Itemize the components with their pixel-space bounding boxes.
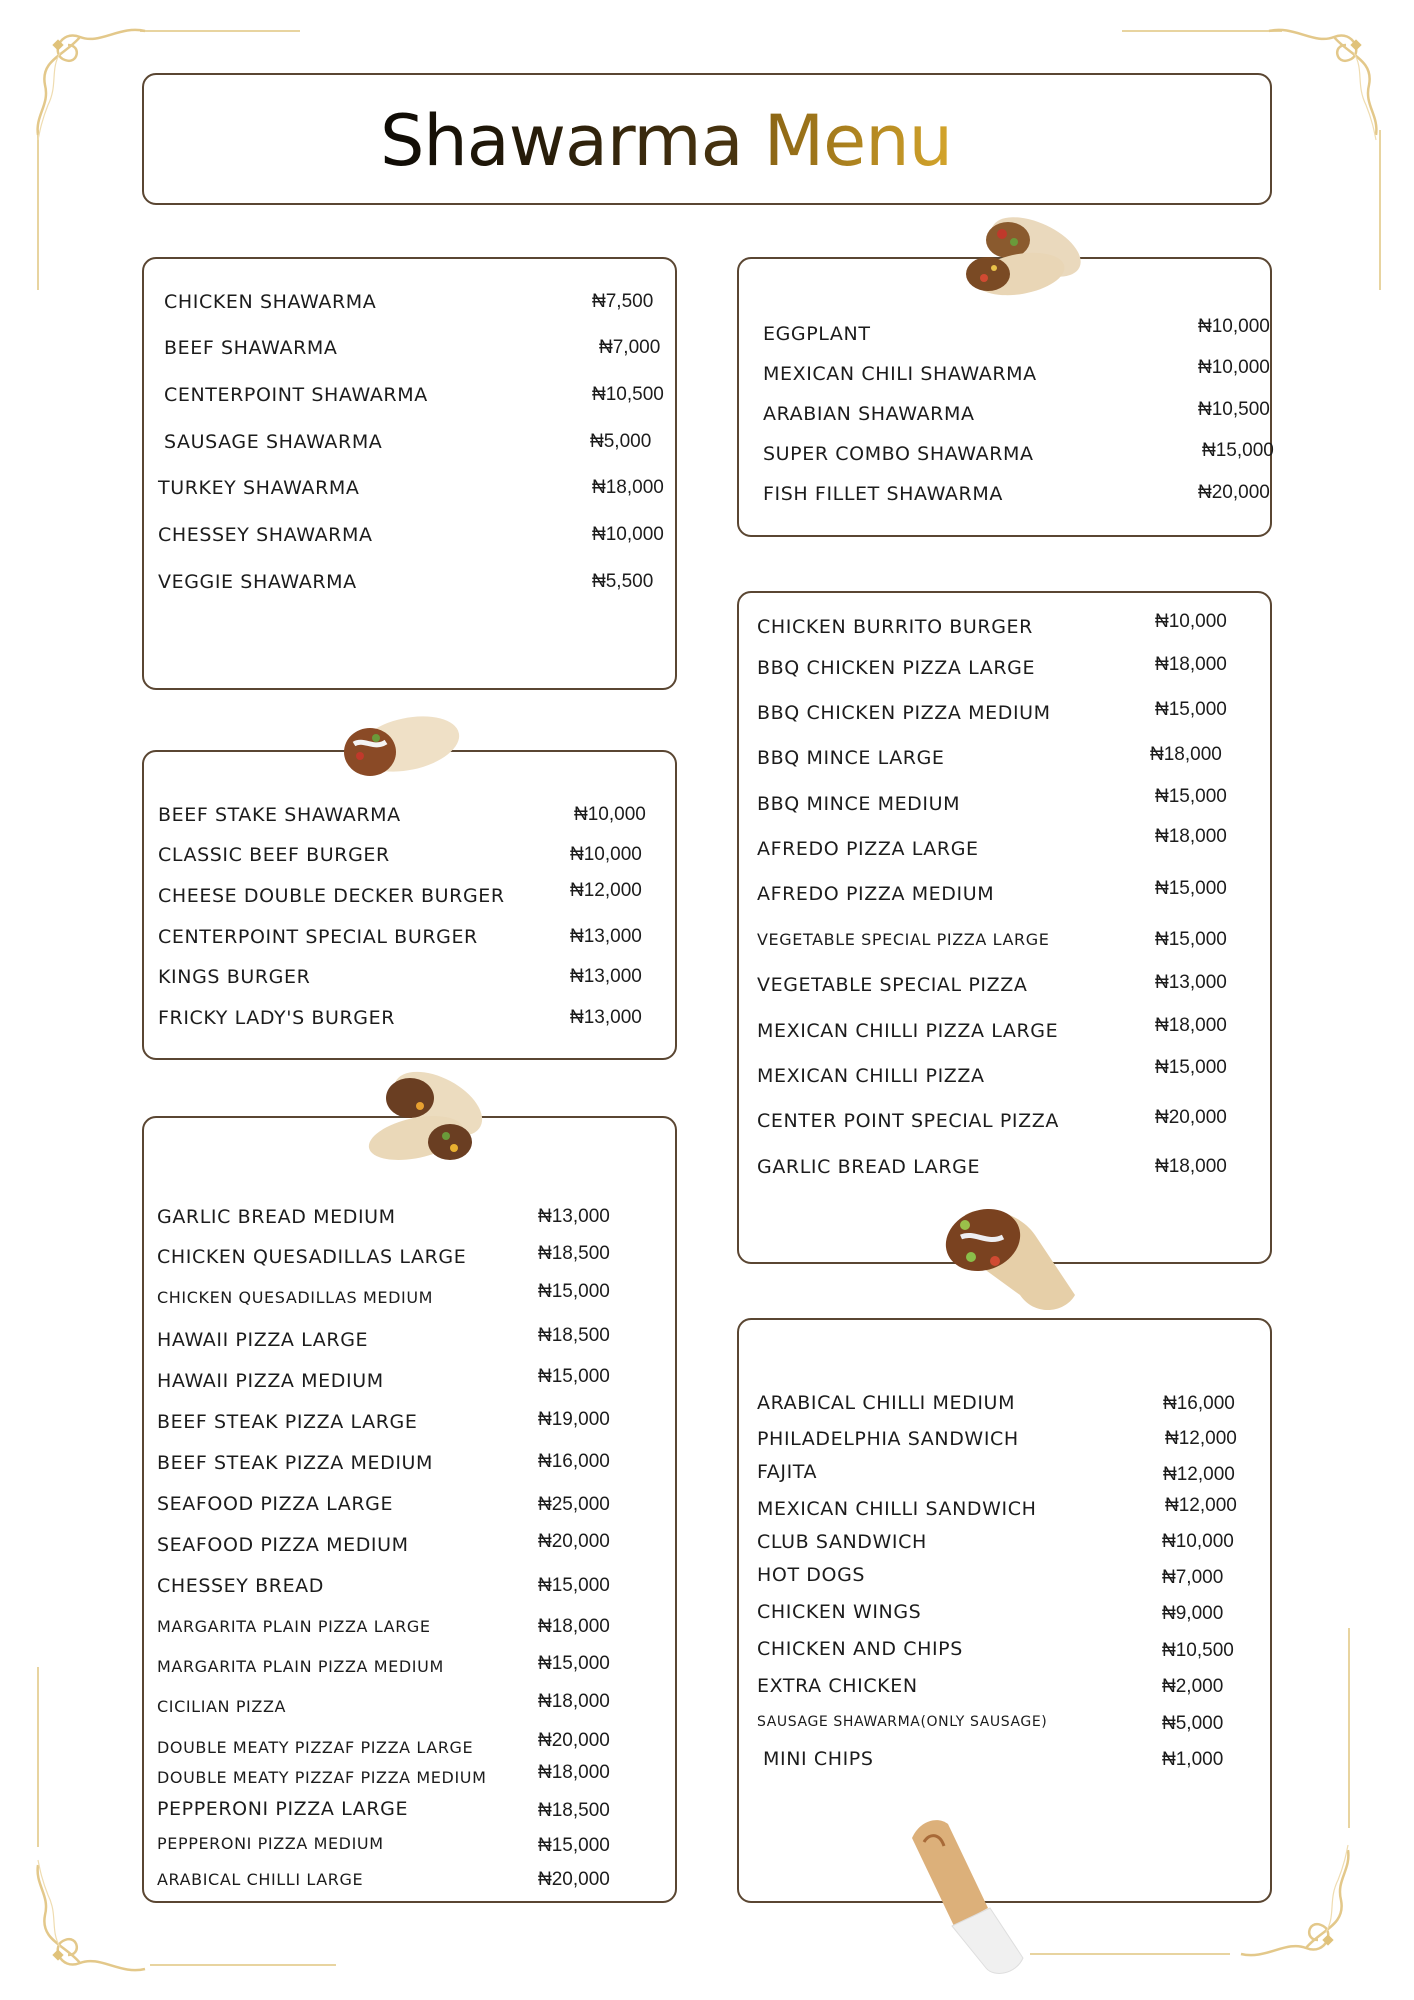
menu-item-name: CICILIAN PIZZA	[157, 1697, 287, 1716]
menu-item-price: ₦20,000	[538, 1730, 610, 1751]
menu-item-price: ₦18,000	[1155, 1015, 1227, 1036]
page-title	[380, 97, 952, 185]
menu-item-name: VEGETABLE SPECIAL PIZZA	[757, 974, 1028, 996]
menu-item-name: PEPPERONI PIZZA LARGE	[157, 1798, 409, 1820]
title-word-shawarma: Shawarma	[380, 100, 743, 182]
menu-item-name: BEEF STEAK PIZZA MEDIUM	[157, 1452, 434, 1474]
menu-item-price: ₦7,000	[599, 337, 661, 358]
menu-item-name: SEAFOOD PIZZA MEDIUM	[157, 1534, 409, 1556]
menu-item-price: ₦10,000	[592, 524, 664, 545]
menu-item-name: FAJITA	[757, 1461, 818, 1483]
menu-item-name: CHESSEY SHAWARMA	[158, 524, 373, 546]
menu-item-price: ₦13,000	[1155, 972, 1227, 993]
menu-item-name: MEXICAN CHILLI PIZZA	[757, 1065, 985, 1087]
menu-item-price: ₦10,000	[1162, 1531, 1234, 1552]
menu-item-price: ₦2,000	[1162, 1676, 1224, 1697]
menu-item-name: MEXICAN CHILLI SANDWICH	[757, 1498, 1037, 1520]
menu-item-name: FISH FILLET SHAWARMA	[763, 483, 1003, 505]
menu-item-name: MEXICAN CHILI SHAWARMA	[763, 363, 1037, 385]
menu-item-price: ₦5,000	[590, 431, 652, 452]
menu-item-price: ₦15,000	[538, 1835, 610, 1856]
menu-item-price: ₦13,000	[570, 1007, 642, 1028]
menu-item-price: ₦20,000	[538, 1869, 610, 1890]
menu-item-price: ₦15,000	[538, 1653, 610, 1674]
menu-item-name: PHILADELPHIA SANDWICH	[757, 1428, 1019, 1450]
menu-item-price: ₦20,000	[1198, 482, 1270, 503]
menu-item-name: MARGARITA PLAIN PIZZA MEDIUM	[157, 1657, 444, 1676]
menu-item-price: ₦13,000	[538, 1206, 610, 1227]
menu-item-name: BEEF SHAWARMA	[164, 337, 338, 359]
menu-item-price: ₦5,500	[592, 571, 654, 592]
menu-item-name: CHICKEN WINGS	[757, 1601, 922, 1623]
menu-item-price: ₦13,000	[570, 926, 642, 947]
menu-item-name: CENTER POINT SPECIAL PIZZA	[757, 1110, 1059, 1132]
menu-item-price: ₦18,000	[538, 1762, 610, 1783]
menu-item-name: KINGS BURGER	[158, 966, 311, 988]
menu-item-name: CHICKEN QUESADILLAS LARGE	[157, 1246, 467, 1268]
menu-item-name: DOUBLE MEATY PIZZAF PIZZA LARGE	[157, 1738, 474, 1757]
menu-item-price: ₦7,000	[1162, 1567, 1224, 1588]
menu-item-price: ₦12,000	[570, 880, 642, 901]
menu-item-name: AFREDO PIZZA LARGE	[757, 838, 979, 860]
menu-item-price: ₦9,000	[1162, 1603, 1224, 1624]
menu-item-name: CHICKEN AND CHIPS	[757, 1638, 963, 1660]
menu-item-price: ₦20,000	[538, 1531, 610, 1552]
menu-item-price: ₦15,000	[1155, 878, 1227, 899]
menu-item-name: SUPER COMBO SHAWARMA	[763, 443, 1034, 465]
menu-item-name: CHESSEY BREAD	[157, 1575, 324, 1597]
menu-item-price: ₦1,000	[1162, 1749, 1224, 1770]
title-word-menu: Menu	[763, 100, 952, 182]
menu-item-price: ₦15,000	[1155, 699, 1227, 720]
menu-item-name: CHICKEN SHAWARMA	[164, 291, 377, 313]
menu-item-price: ₦15,000	[538, 1366, 610, 1387]
menu-item-price: ₦20,000	[1155, 1107, 1227, 1128]
menu-item-name: MARGARITA PLAIN PIZZA LARGE	[157, 1617, 431, 1636]
menu-item-name: ARABICAL CHILLI MEDIUM	[757, 1392, 1016, 1414]
menu-item-price: ₦16,000	[1163, 1393, 1235, 1414]
menu-item-name: HOT DOGS	[757, 1564, 866, 1586]
menu-item-name: MINI CHIPS	[763, 1748, 874, 1770]
menu-item-price: ₦12,000	[1165, 1428, 1237, 1449]
menu-item-name: EXTRA CHICKEN	[757, 1675, 918, 1697]
menu-item-price: ₦5,000	[1162, 1713, 1224, 1734]
menu-item-price: ₦10,000	[1198, 357, 1270, 378]
shawarma-wrap-image	[350, 1070, 500, 1170]
menu-item-price: ₦15,000	[1155, 1057, 1227, 1078]
menu-item-name: CLUB SANDWICH	[757, 1531, 927, 1553]
shawarma-wrap-image	[925, 1195, 1085, 1320]
menu-item-name: SAUSAGE SHAWARMA	[164, 431, 383, 453]
menu-item-name: MEXICAN CHILLI PIZZA LARGE	[757, 1020, 1059, 1042]
menu-item-price: ₦18,500	[538, 1243, 610, 1264]
menu-item-price: ₦15,000	[538, 1281, 610, 1302]
menu-item-price: ₦18,000	[538, 1616, 610, 1637]
menu-item-price: ₦15,000	[538, 1575, 610, 1596]
menu-item-name: CENTERPOINT SHAWARMA	[164, 384, 428, 406]
menu-item-price: ₦13,000	[570, 966, 642, 987]
menu-item-price: ₦25,000	[538, 1494, 610, 1515]
menu-item-price: ₦7,500	[592, 291, 654, 312]
menu-item-name: HAWAII PIZZA LARGE	[157, 1329, 369, 1351]
menu-item-name: BBQ MINCE LARGE	[757, 747, 945, 769]
menu-item-name: CENTERPOINT SPECIAL BURGER	[158, 926, 478, 948]
menu-item-name: AFREDO PIZZA MEDIUM	[757, 883, 995, 905]
menu-item-price: ₦18,000	[1150, 744, 1222, 765]
menu-item-price: ₦12,000	[1165, 1495, 1237, 1516]
menu-item-price: ₦12,000	[1163, 1464, 1235, 1485]
menu-item-name: DOUBLE MEATY PIZZAF PIZZA MEDIUM	[157, 1768, 487, 1787]
menu-item-name: GARLIC BREAD MEDIUM	[157, 1206, 396, 1228]
menu-item-name: BEEF STAKE SHAWARMA	[158, 804, 401, 826]
menu-item-price: ₦16,000	[538, 1451, 610, 1472]
menu-item-name: SEAFOOD PIZZA LARGE	[157, 1493, 394, 1515]
menu-item-name: VEGGIE SHAWARMA	[158, 571, 357, 593]
menu-item-name: BBQ CHICKEN PIZZA MEDIUM	[757, 702, 1051, 724]
menu-item-price: ₦15,000	[1155, 929, 1227, 950]
menu-item-name: SAUSAGE SHAWARMA(ONLY SAUSAGE)	[757, 1714, 1048, 1730]
menu-item-price: ₦18,500	[538, 1325, 610, 1346]
menu-item-price: ₦18,000	[592, 477, 664, 498]
menu-item-price: ₦15,000	[1155, 786, 1227, 807]
menu-item-name: CHEESE DOUBLE DECKER BURGER	[158, 885, 505, 907]
shawarma-wrap-image	[908, 1808, 1038, 1978]
shawarma-wrap-image	[958, 212, 1088, 302]
menu-item-price: ₦18,000	[1155, 654, 1227, 675]
menu-item-price: ₦18,500	[538, 1800, 610, 1821]
menu-item-name: BBQ CHICKEN PIZZA LARGE	[757, 657, 1036, 679]
menu-card-shawarma	[142, 257, 677, 690]
menu-item-price: ₦10,500	[592, 384, 664, 405]
menu-item-name: ARABIAN SHAWARMA	[763, 403, 975, 425]
menu-item-name: EGGPLANT	[763, 323, 871, 345]
menu-item-name: CLASSIC BEEF BURGER	[158, 844, 390, 866]
title-box	[142, 73, 1272, 205]
menu-item-name: GARLIC BREAD LARGE	[757, 1156, 981, 1178]
menu-item-name: BBQ MINCE MEDIUM	[757, 793, 961, 815]
menu-item-name: PEPPERONI PIZZA MEDIUM	[157, 1834, 384, 1853]
menu-item-price: ₦10,000	[1155, 611, 1227, 632]
menu-item-name: BEEF STEAK PIZZA LARGE	[157, 1411, 418, 1433]
menu-item-name: CHICKEN BURRITO BURGER	[757, 616, 1033, 638]
menu-item-price: ₦10,500	[1198, 399, 1270, 420]
menu-item-name: TURKEY SHAWARMA	[158, 477, 360, 499]
menu-item-name: VEGETABLE SPECIAL PIZZA LARGE	[757, 930, 1050, 949]
menu-item-name: FRICKY LADY'S BURGER	[158, 1007, 396, 1029]
menu-item-price: ₦10,000	[570, 844, 642, 865]
menu-item-price: ₦10,000	[574, 804, 646, 825]
shawarma-wrap-image	[336, 710, 462, 782]
menu-item-price: ₦10,000	[1198, 316, 1270, 337]
menu-item-name: ARABICAL CHILLI LARGE	[157, 1870, 364, 1889]
menu-item-price: ₦10,500	[1162, 1640, 1234, 1661]
menu-item-name: CHICKEN QUESADILLAS MEDIUM	[157, 1288, 434, 1307]
menu-item-price: ₦19,000	[538, 1409, 610, 1430]
menu-item-price: ₦15,000	[1202, 440, 1274, 461]
menu-item-price: ₦18,000	[1155, 1156, 1227, 1177]
menu-item-price: ₦18,000	[1155, 826, 1227, 847]
menu-item-name: HAWAII PIZZA MEDIUM	[157, 1370, 384, 1392]
menu-item-price: ₦18,000	[538, 1691, 610, 1712]
